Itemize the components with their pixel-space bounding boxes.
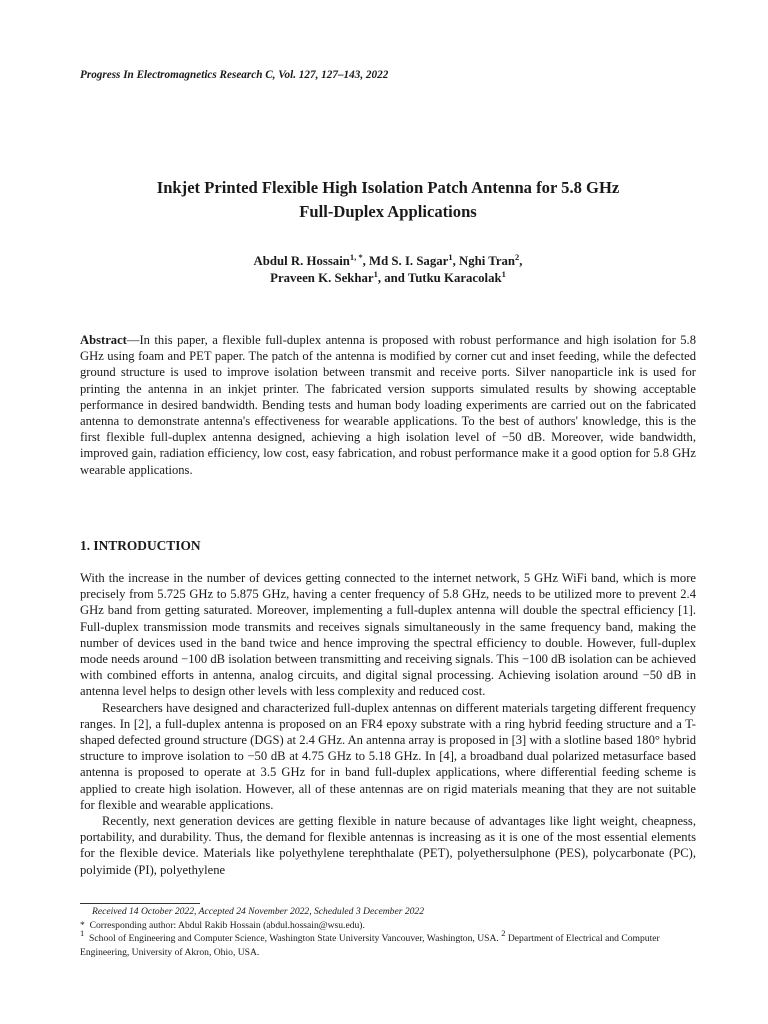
affiliation-2: Department of Electrical and Computer Engineering, University of Akron, Ohio, USA.	[80, 933, 660, 958]
author-affiliation: 1	[448, 252, 453, 262]
title-line-1: Inkjet Printed Flexible High Isolation Patch Antenna for 5.8 GHz	[156, 178, 620, 197]
author-affiliation: 1, *	[349, 252, 363, 262]
paragraph-3: Recently, next generation devices are getting flexible in nature because of advantages like light weight, cheapness, portability, and durability. Thus, the demand for flexible antennas is increasing as it is one of the most essential elements for the flexible device. Materials like polyethylene terephthalate (PET), polyethersulphone (PES), polycarbonate (PC), polyimide (PI), polyethylene	[80, 814, 696, 877]
author-affiliation: 1	[501, 269, 506, 279]
author-name: Praveen K. Sekhar	[270, 271, 374, 285]
corresponding-author-note	[80, 919, 696, 933]
author-list	[80, 253, 696, 287]
author-line-1: Abdul R. Hossain$^{1, *}$, Md S. I. Sagar$^1$, Nghi Tran$^2$,	[253, 252, 523, 268]
abstract	[80, 332, 696, 478]
paragraph-2: Researchers have designed and characterized full-duplex antennas on different materials targeting different frequency ranges. In [2], a full-duplex antenna is proposed on an FR4 epoxy substrate with a ring hybrid feeding structure and a T-shaped defected ground structure (DGS) at 2.4 GHz. An antenna array is proposed in [3] with a slotline based 180° hybrid structure to improve isolation to −50 dB at 4.75 GHz to 5.18 GHz. In [4], a broadband dual polarized metasurface based antenna is proposed to operate at 3.5 GHz for in band full-duplex applications, where differential feeding scheme is applied to create high isolation. However, all of these antennas are on rigid materials meaning that they are not suitable for flexible and wearable applications.	[80, 700, 696, 812]
abstract-text: —In this paper, a flexible full-duplex antenna is proposed with robust performance and high isolation for 5.8 GHz using foam and PET paper. The patch of the antenna is modified by corner cut and inset feeding, while the defected ground structure is used to improve isolation between transmit and receive ports. Silver nanoparticle ink is used for printing the antenna in an inkjet printer. The fabricated version supports simulated results by showing acceptable performance in desired bandwidth. Bending tests and human body loading experiments are carried out on the fabricated antenna to demonstrate antenna's effectiveness for wearable applications. To the best of authors' knowledge, this is the first flexible full-duplex antenna designed, achieving a high isolation level of −50 dB. Moreover, wide bandwidth, improved gain, radiation efficiency, low cost, easy fabrication, and robust performance make it a good option for 5.8 GHz wearable applications.	[80, 333, 696, 477]
corresponding-author-text: Corresponding author: Abdul Rakib Hossain (abdul.hossain@wsu.edu).	[89, 919, 365, 931]
footnote-mark: 1	[80, 928, 85, 939]
footnote-mark: 2	[501, 928, 506, 939]
author-line-2: Praveen K. Sekhar$^1$, and Tutku Karacolak$^1$	[270, 269, 506, 285]
author-name: Md S. I. Sagar	[369, 254, 449, 268]
paper-title	[80, 176, 696, 224]
footnote-divider	[80, 903, 200, 904]
author-name: Tutku Karacolak	[407, 271, 502, 285]
affiliation-1: School of Engineering and Computer Science, Washington State University Vancouver, Washington, USA.	[89, 933, 499, 945]
footnotes	[80, 903, 696, 959]
author-name: Nghi Tran	[458, 254, 516, 268]
journal-citation: Progress In Electromagnetics Research C, Vol. 127, 127–143, 2022	[80, 69, 389, 81]
introduction-body	[80, 570, 696, 878]
abstract-label: Abstract	[80, 333, 127, 347]
author-affiliation: 1	[373, 269, 378, 279]
affiliations-note	[80, 928, 696, 959]
title-line-2: Full-Duplex Applications	[299, 202, 477, 221]
received-dates: Received 14 October 2022, Accepted 24 November 2022, Scheduled 3 December 2022	[92, 906, 425, 917]
author-name: Abdul R. Hossain	[253, 254, 350, 268]
author-affiliation: 2	[515, 252, 520, 262]
section-heading-introduction: 1. INTRODUCTION	[80, 538, 201, 553]
footnote-mark: *	[80, 919, 85, 931]
paragraph-1: With the increase in the number of devices getting connected to the internet network, 5 GHz WiFi band, which is more precisely from 5.725 GHz to 5.875 GHz, having a center frequency of 5.8 GHz, needs to be utilized more to prevent 2.4 GHz band from getting saturated. Moreover, implementing a full-duplex antenna will double the spectral efficiency [1]. Full-duplex transmission mode transmits and receives signals simultaneously in the same frequency band, making the number of devices used in the band twice and hence improving the spectral efficiency to double. However, full-duplex mode needs around −100 dB isolation between transmitting and receiving signals. This −100 dB isolation can be achieved with combined efforts in antenna, analog circuits, and digital signal processing. Achieving isolation around −50 dB in antenna level helps to design other levels with less complexity and reduced cost.	[80, 571, 696, 699]
